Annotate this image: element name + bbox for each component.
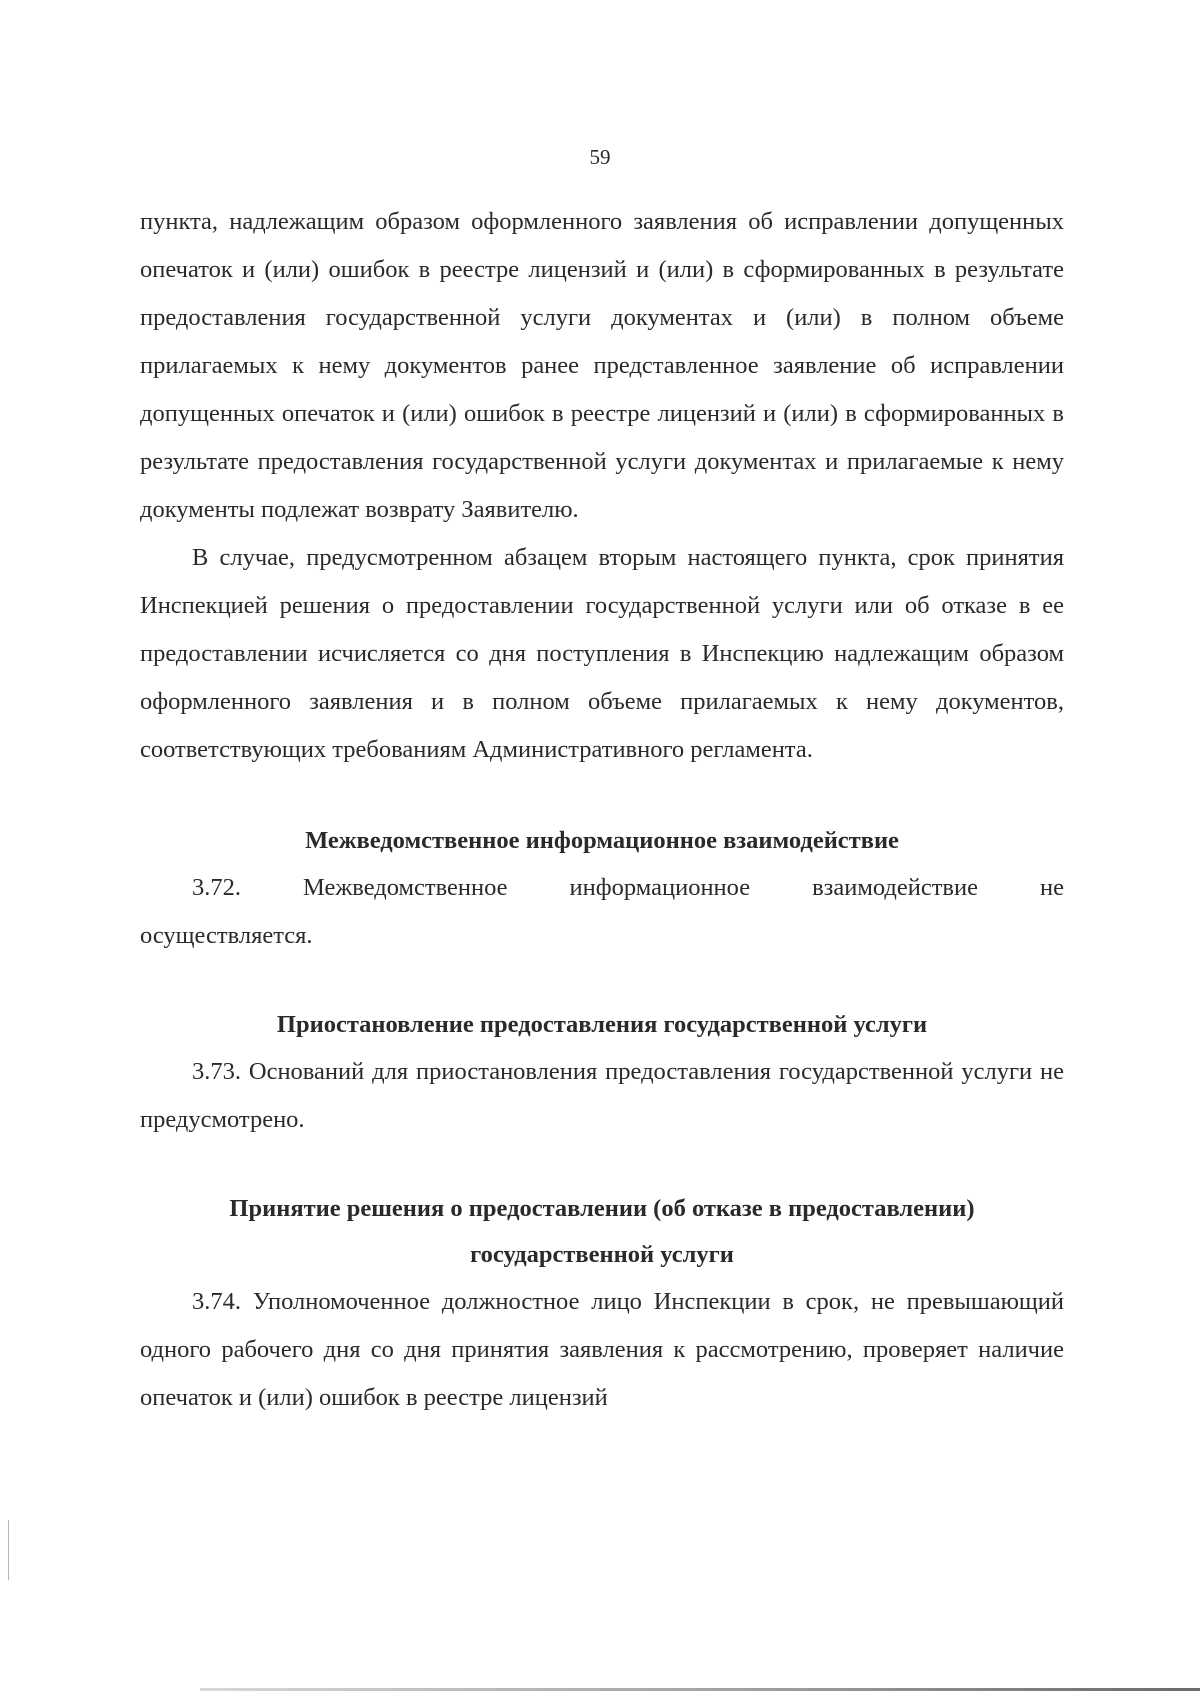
- scan-artifact: [8, 1520, 9, 1580]
- clause-word: информационное: [569, 874, 751, 901]
- scan-bottom-edge: [200, 1688, 1200, 1691]
- clause-word: Межведомственное: [303, 874, 508, 901]
- spacer: [140, 1144, 1064, 1186]
- page-number: 59: [589, 145, 611, 169]
- paragraph-decision-term: В случае, предусмотренном абзацем вторым настоящего пункта, срок принятия Инспекцией решения о предоставлении государственной услуги или об отказе в ее предоставлении исчисляется со дня поступления в Инспекцию надлежащим образом оформленного заявления и в полном объеме прилагаемых к нему документов, соответствующих требованиям Административного регламента.: [140, 544, 1064, 763]
- clause-3-74: 3.74. Уполномоченное должностное лицо Инспекции в срок, не превышающий одного рабочего дня со дня принятия заявления к рассмотрению, проверяет наличие опечаток и (или) ошибок в реестре лицензий: [140, 1288, 1064, 1411]
- clause-number: 3.72.: [192, 874, 241, 901]
- clause-word: взаимодействие: [812, 874, 978, 901]
- heading-decision-line1: Принятие решения о предоставлении (об отказе в предоставлении): [229, 1195, 975, 1222]
- spacer: [140, 774, 1064, 818]
- clause-3-73: 3.73. Оснований для приостановления предоставления государственной услуги не предусмотрено.: [140, 1058, 1064, 1133]
- clause-word: не: [1039, 874, 1064, 901]
- heading-decision-line2: государственной услуги: [470, 1241, 734, 1268]
- paragraph-return-documents: пункта, надлежащим образом оформленного заявления об исправлении допущенных опечаток и (или) ошибок в реестре лицензий и (или) в сформированных в результате предоставления государственной услуги документах и (или) в полном объеме прилагаемых к нему документов ранее представленное заявление об исправлении допущенных опечаток и (или) ошибок в реестре лицензий и (или) в сформированных в результате предоставления государственной услуги документах и прилагаемые к нему документы подлежат возврату Заявителю.: [140, 208, 1064, 523]
- heading-suspension: Приостановление предоставления государственной услуги: [276, 1011, 928, 1038]
- page-content: [140, 198, 1064, 1422]
- heading-interagency: Межведомственное информационное взаимодействие: [305, 827, 899, 854]
- clause-3-72-continuation: осуществляется.: [140, 922, 313, 949]
- clause-3-72-line: [140, 864, 1064, 912]
- spacer: [140, 960, 1064, 1002]
